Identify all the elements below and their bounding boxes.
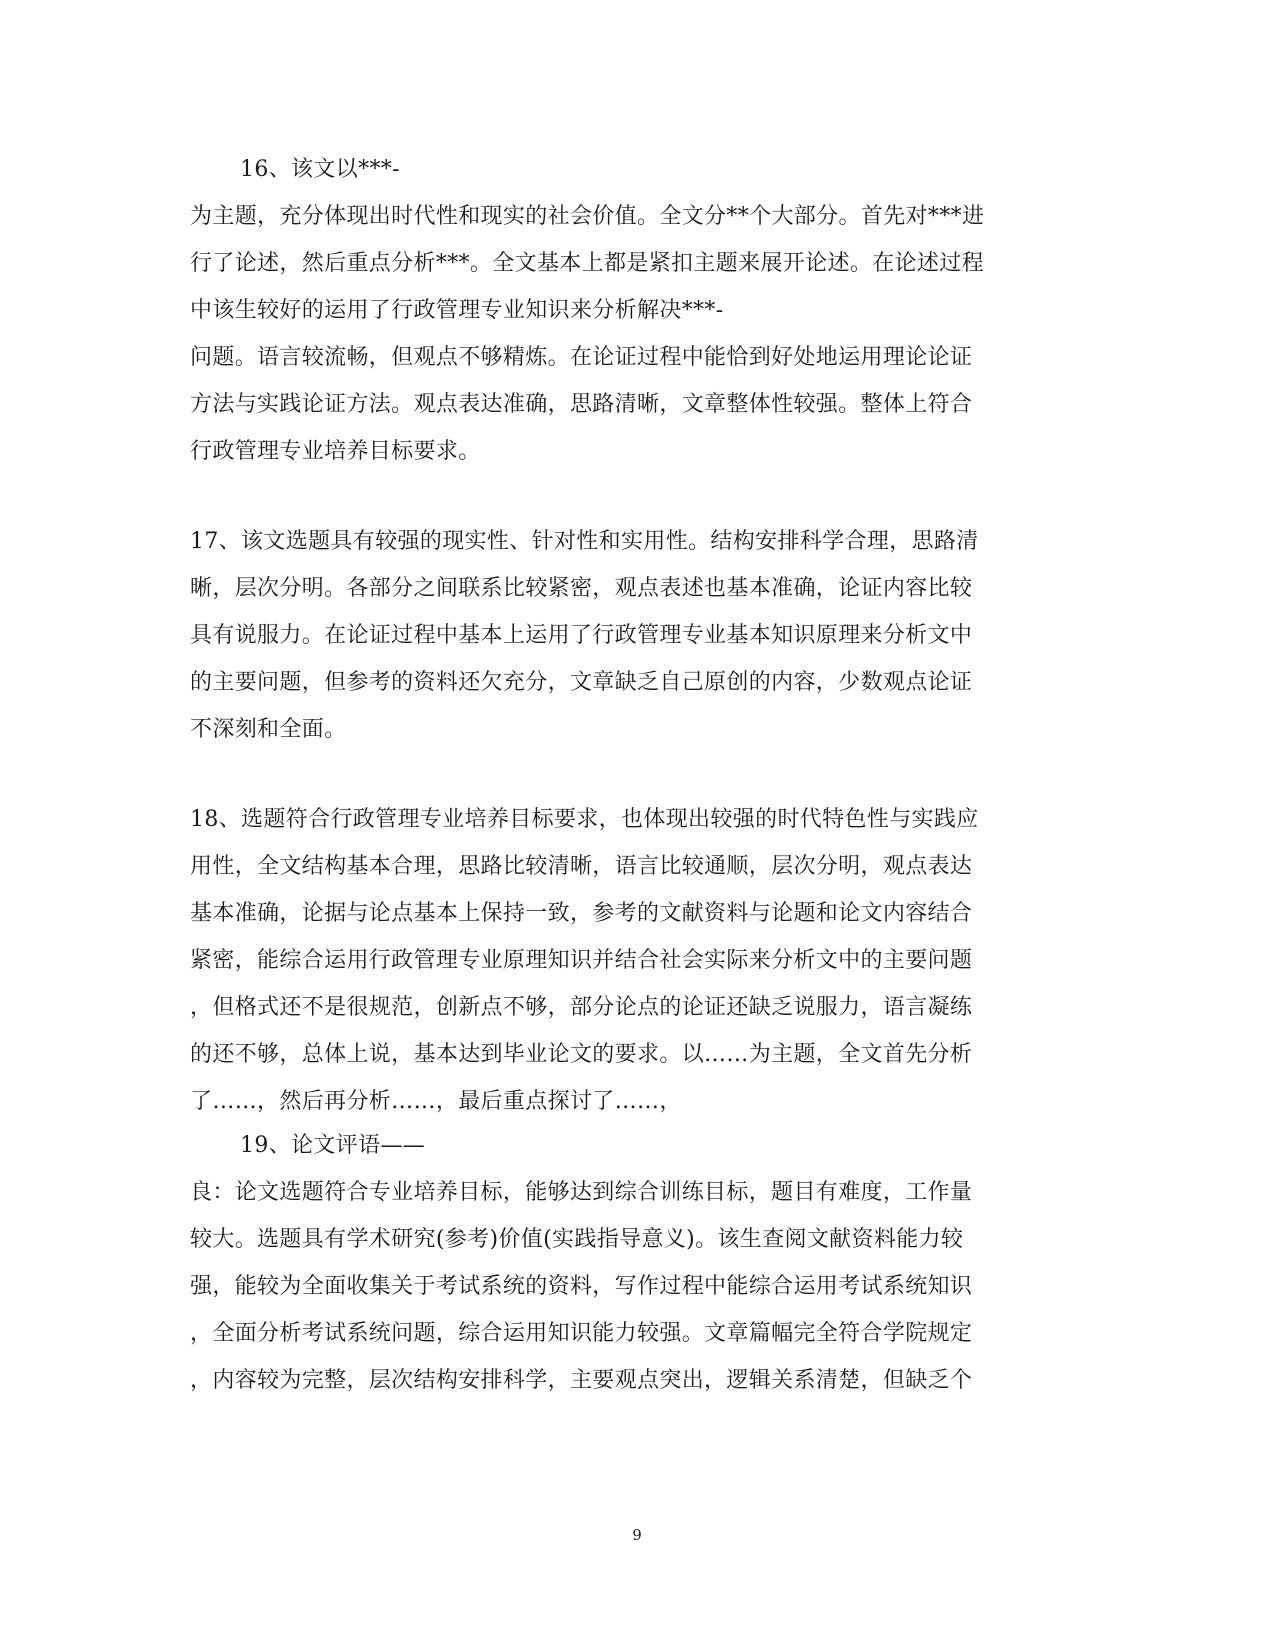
paragraph-19-line-6: ，内容较为完整，层次结构安排科学，主要观点突出，逻辑关系清楚，但缺乏个 bbox=[190, 1368, 973, 1393]
paragraph-18-line-4: 紧密，能综合运用行政管理专业原理知识并结合社会实际来分析文中的主要问题 bbox=[190, 948, 973, 973]
paragraph-19-line-4: 强，能较为全面收集关于考试系统的资料，写作过程中能综合运用考试系统知识 bbox=[190, 1274, 973, 1299]
paragraph-16-line-2: 为主题，充分体现出时代性和现实的社会价值。全文分**个大部分。首先对***进 bbox=[190, 204, 985, 229]
paragraph-17-line-2: 晰，层次分明。各部分之间联系比较紧密，观点表述也基本准确，论证内容比较 bbox=[190, 576, 973, 601]
paragraph-17-line-5: 不深刻和全面。 bbox=[190, 717, 347, 742]
paragraph-17-line-1: 17、该文选题具有较强的现实性、针对性和实用性。结构安排科学合理，思路清 bbox=[190, 529, 979, 554]
paragraph-19-line-3: 较大。选题具有学术研究(参考)价值(实践指导意义)。该生查阅文献资料能力较 bbox=[190, 1227, 964, 1252]
paragraph-19-line-1: 19、论文评语—— bbox=[240, 1133, 426, 1158]
paragraph-16-line-5: 问题。语言较流畅，但观点不够精炼。在论证过程中能恰到好处地运用理论论证 bbox=[190, 345, 973, 370]
paragraph-18-line-7: 了……，然后再分析……，最后重点探讨了……， bbox=[190, 1089, 682, 1114]
paragraph-17-line-3: 具有说服力。在论证过程中基本上运用了行政管理专业基本知识原理来分析文中 bbox=[190, 623, 973, 648]
paragraph-18-line-1: 18、选题符合行政管理专业培养目标要求，也体现出较强的时代特色性与实践应 bbox=[190, 807, 979, 832]
paragraph-16-line-3: 行了论述，然后重点分析***。全文基本上都是紧扣主题来展开论述。在论述过程 bbox=[190, 251, 984, 276]
paragraph-16-line-6: 方法与实践论证方法。观点表达准确，思路清晰，文章整体性较强。整体上符合 bbox=[190, 392, 973, 417]
paragraph-19-line-2: 良：论文选题符合专业培养目标，能够达到综合训练目标，题目有难度，工作量 bbox=[190, 1180, 973, 1205]
paragraph-18-line-2: 用性，全文结构基本合理，思路比较清晰，语言比较通顺，层次分明，观点表达 bbox=[190, 854, 973, 879]
paragraph-16-line-7: 行政管理专业培养目标要求。 bbox=[190, 439, 481, 464]
paragraph-19-line-5: ，全面分析考试系统问题，综合运用知识能力较强。文章篇幅完全符合学院规定 bbox=[190, 1321, 973, 1346]
paragraph-18-line-6: 的还不够，总体上说，基本达到毕业论文的要求。以……为主题，全文首先分析 bbox=[190, 1042, 973, 1067]
paragraph-16-line-4: 中该生较好的运用了行政管理专业知识来分析解决***- bbox=[190, 298, 724, 323]
paragraph-18-line-5: ，但格式还不是很规范，创新点不够，部分论点的论证还缺乏说服力，语言凝练 bbox=[190, 995, 973, 1020]
page-number: 9 bbox=[632, 1526, 642, 1544]
paragraph-16-line-1: 16、该文以***- bbox=[240, 157, 400, 182]
paragraph-18-line-3: 基本准确，论据与论点基本上保持一致，参考的文献资料与论题和论文内容结合 bbox=[190, 901, 973, 926]
paragraph-17-line-4: 的主要问题，但参考的资料还欠充分，文章缺乏自己原创的内容，少数观点论证 bbox=[190, 670, 973, 695]
